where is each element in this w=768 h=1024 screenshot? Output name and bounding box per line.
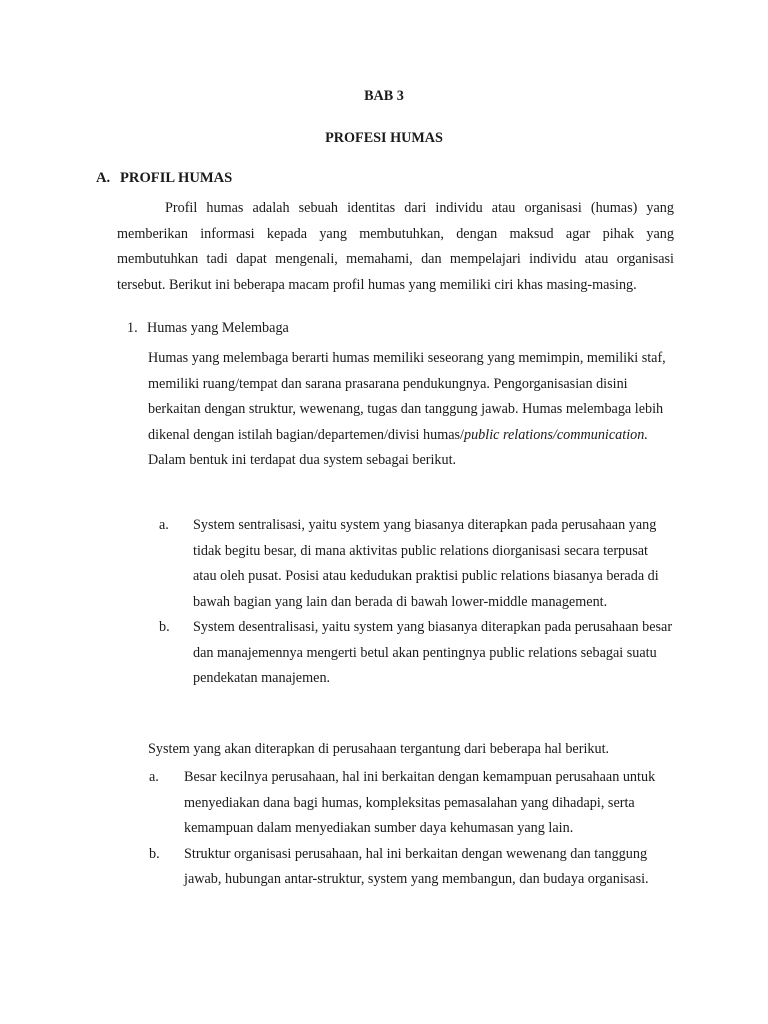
list-marker: b.: [159, 619, 170, 635]
intro-paragraph: Profil humas adalah sebuah identitas dari individu atau organisasi (humas) yang memberikan informasi kepada yang membutuhkan, dengan maksud agar pihak yang membutuhkan tadi dapat mengenali, memahami, dan mempelajari individu atau organisasi tersebut. Berikut ini beberapa macam profil humas yang memiliki ciri khas masing-masing.: [117, 200, 674, 293]
item-description-italic: public relations/communication.: [463, 426, 648, 443]
factors-intro: System yang akan diterapkan di perusahaan tergantung dari beberapa hal berikut.: [148, 741, 610, 757]
section-letter: A.: [96, 170, 111, 186]
factor-list: [149, 765, 679, 893]
list-marker: a.: [159, 517, 169, 533]
system-list: [159, 513, 673, 692]
item-description: [148, 346, 668, 474]
page-title: PROFESI HUMAS: [325, 130, 443, 146]
item-description-tail: Dalam bentuk ini terdapat dua system sebagai berikut.: [148, 452, 457, 468]
chapter-label: BAB 3: [364, 88, 404, 104]
list-item: [149, 842, 679, 893]
list-item-text: System sentralisasi, yaitu system yang biasanya diterapkan pada perusahaan yang tidak begitu besar, di mana aktivitas public relations diorganisasi secara terpusat atau oleh pusat. Posisi atau kedudukan praktisi public relations biasanya berada di bawah bagian yang lain dan berada di bawah lower-middle management.: [193, 517, 659, 610]
numbered-item-heading: [127, 320, 289, 337]
list-marker: b.: [149, 845, 160, 862]
list-item: [159, 615, 673, 692]
list-item: [159, 513, 673, 615]
list-item-text: Struktur organisasi perusahaan, hal ini berkaitan dengan wewenang dan tanggung jawab, hubungan antar-struktur, system yang membangun, dan budaya organisasi.: [184, 845, 649, 887]
item-number: 1.: [127, 320, 138, 336]
section-title: PROFIL HUMAS: [120, 170, 233, 186]
item-title: Humas yang Melembaga: [147, 320, 289, 336]
item-description-text: Humas yang melembaga berarti humas memiliki seseorang yang memimpin, memiliki staf, memiliki ruang/tempat dan sarana prasarana pendukungnya. Pengorganisasian disini berkaitan dengan struktur, wewenang, tugas dan tanggung jawab. Humas melembaga lebih dikenal dengan istilah bagian/departemen/divisi humas/: [148, 350, 666, 443]
list-item-text: Besar kecilnya perusahaan, hal ini berkaitan dengan kemampuan perusahaan untuk menyediakan dana bagi humas, kompleksitas pemasalahan yang dihadapi, serta kemampuan dalam menyediakan sumber daya kehumasan yang lain.: [184, 769, 656, 836]
list-item: [149, 765, 679, 842]
section-heading: [96, 170, 232, 187]
list-marker: a.: [149, 769, 159, 785]
list-item-text: System desentralisasi, yaitu system yang biasanya diterapkan pada perusahaan besar dan manajemennya mengerti betul akan pentingnya public relations sebagai suatu pendekatan manajemen.: [193, 619, 673, 686]
